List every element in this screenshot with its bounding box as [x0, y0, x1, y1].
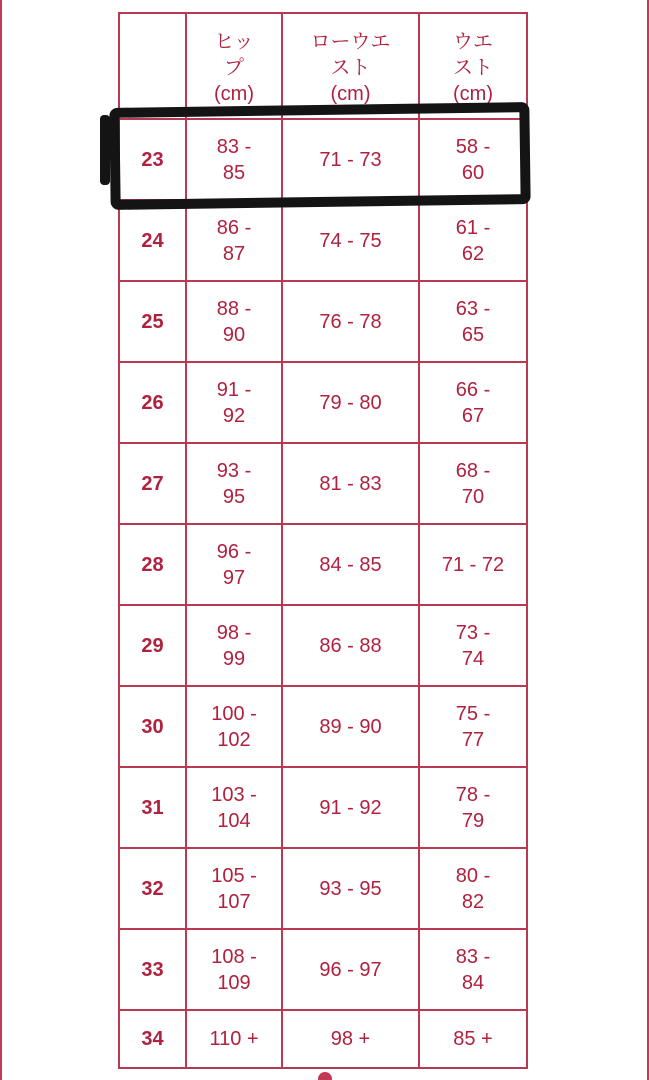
page-frame-left: [0, 0, 2, 1080]
size-cell: 28: [119, 524, 186, 605]
table-row: [119, 362, 527, 443]
table-row: [119, 767, 527, 848]
hip-cell: [186, 767, 282, 848]
hip-cell-line: 107: [217, 890, 251, 913]
table-row: [119, 605, 527, 686]
hip-cell: [186, 362, 282, 443]
hip-cell: [186, 524, 282, 605]
hip-cell-line: 105 -: [211, 864, 257, 887]
low-waist-cell-line: 71 - 73: [319, 148, 382, 171]
header-low-waist-line: ローウエ: [310, 31, 391, 53]
waist-cell-line: 67: [461, 404, 485, 427]
header-hip-unit: (cm): [214, 83, 254, 105]
low-waist-cell: [282, 1010, 419, 1068]
size-cell: 34: [119, 1010, 186, 1068]
low-waist-cell: [282, 686, 419, 767]
hip-cell-line: 97: [222, 566, 246, 589]
waist-cell: [419, 848, 527, 929]
low-waist-cell-line: 81 - 83: [319, 472, 382, 495]
hip-cell-line: 86 -: [216, 216, 252, 239]
table-row: [119, 848, 527, 929]
low-waist-cell: [282, 443, 419, 524]
hip-cell-line: 96 -: [216, 540, 252, 563]
hip-cell-line: 85: [222, 161, 246, 184]
waist-cell-line: 63 -: [455, 297, 491, 320]
table-row: [119, 200, 527, 281]
low-waist-cell-line: 84 - 85: [319, 553, 382, 576]
hip-cell-line: 95: [222, 485, 246, 508]
waist-cell: [419, 686, 527, 767]
low-waist-cell-line: 98 +: [330, 1028, 371, 1050]
hip-cell-line: 92: [222, 404, 246, 427]
hip-cell-line: 88 -: [216, 297, 252, 320]
waist-cell-line: 77: [461, 728, 485, 751]
low-waist-cell: [282, 605, 419, 686]
low-waist-cell-line: 89 - 90: [319, 715, 382, 738]
header-waist-line: ウエ: [453, 31, 493, 53]
waist-cell-line: 68 -: [455, 459, 491, 482]
low-waist-cell: [282, 200, 419, 281]
hip-cell-line: 83 -: [216, 135, 252, 158]
waist-cell-line: 65: [461, 323, 485, 346]
size-cell: 29: [119, 605, 186, 686]
waist-cell-line: 85 +: [453, 1028, 493, 1050]
low-waist-cell-line: 93 - 95: [319, 877, 382, 900]
size-cell: 23: [119, 119, 186, 200]
waist-cell: [419, 605, 527, 686]
waist-cell-line: 71 - 72: [441, 553, 505, 576]
hip-cell-line: 102: [217, 728, 251, 751]
table-row: [119, 281, 527, 362]
size-cell: 24: [119, 200, 186, 281]
size-cell: 33: [119, 929, 186, 1010]
header-hip-line: プ: [224, 57, 244, 79]
low-waist-cell: [282, 929, 419, 1010]
hip-cell-line: 91 -: [216, 378, 252, 401]
decorative-dot: [318, 1072, 332, 1080]
waist-cell-line: 78 -: [455, 783, 491, 806]
table-row: [119, 1010, 527, 1068]
low-waist-cell-line: 86 - 88: [319, 634, 382, 657]
hip-cell-line: 104: [217, 809, 251, 832]
highlight-marker-stroke: [100, 115, 110, 185]
low-waist-cell-line: 91 - 92: [319, 796, 382, 819]
low-waist-cell: [282, 281, 419, 362]
waist-cell: [419, 443, 527, 524]
waist-cell-line: 75 -: [455, 702, 491, 725]
table-row: [119, 929, 527, 1010]
low-waist-cell: [282, 848, 419, 929]
waist-cell: [419, 200, 527, 281]
waist-cell: [419, 524, 527, 605]
waist-cell-line: 79: [461, 809, 485, 832]
highlight-box-size-23: [109, 102, 530, 210]
hip-cell-line: 100 -: [211, 702, 257, 725]
table-row: [119, 524, 527, 605]
hip-cell-line: 98 -: [216, 621, 252, 644]
waist-cell-line: 61 -: [455, 216, 491, 239]
hip-cell: [186, 200, 282, 281]
header-low-waist-unit: (cm): [330, 83, 371, 105]
low-waist-cell-line: 79 - 80: [319, 391, 382, 414]
waist-cell: [419, 767, 527, 848]
table-row: [119, 686, 527, 767]
size-cell: 32: [119, 848, 186, 929]
hip-cell-line: 87: [222, 242, 246, 265]
waist-cell: [419, 362, 527, 443]
hip-cell: [186, 848, 282, 929]
low-waist-cell-line: 74 - 75: [319, 229, 382, 252]
size-cell: 30: [119, 686, 186, 767]
waist-cell-line: 70: [461, 485, 485, 508]
table-body: [119, 119, 527, 1068]
hip-cell: [186, 929, 282, 1010]
waist-cell-line: 60: [461, 161, 485, 184]
waist-cell-line: 84: [461, 971, 485, 994]
low-waist-cell-line: 76 - 78: [319, 310, 382, 333]
header-waist-line: スト: [453, 57, 493, 79]
hip-cell: [186, 443, 282, 524]
hip-cell: [186, 1010, 282, 1068]
waist-cell-line: 82: [461, 890, 485, 913]
hip-cell: [186, 605, 282, 686]
hip-cell-line: 99: [222, 647, 246, 670]
hip-cell-line: 109: [217, 971, 251, 994]
size-cell: 25: [119, 281, 186, 362]
waist-cell: [419, 929, 527, 1010]
hip-cell-line: 110 +: [209, 1028, 259, 1050]
low-waist-cell: [282, 362, 419, 443]
low-waist-cell-line: 96 - 97: [319, 958, 382, 981]
low-waist-cell: [282, 767, 419, 848]
header-hip-line: ヒッ: [214, 31, 254, 53]
low-waist-cell: [282, 524, 419, 605]
size-cell: 26: [119, 362, 186, 443]
hip-cell: [186, 281, 282, 362]
size-cell: 31: [119, 767, 186, 848]
hip-cell-line: 108 -: [211, 945, 257, 968]
waist-cell-line: 74: [461, 647, 485, 670]
waist-cell-line: 62: [461, 242, 485, 265]
hip-cell: [186, 686, 282, 767]
waist-cell: [419, 281, 527, 362]
waist-cell-line: 66 -: [455, 378, 491, 401]
waist-cell: [419, 1010, 527, 1068]
header-size: [119, 13, 186, 119]
waist-cell-line: 80 -: [455, 864, 491, 887]
header-waist-unit: (cm): [453, 83, 493, 105]
waist-cell-line: 83 -: [455, 945, 491, 968]
hip-cell-line: 90: [222, 323, 246, 346]
waist-cell-line: 73 -: [455, 621, 491, 644]
hip-cell-line: 93 -: [216, 459, 252, 482]
waist-cell-line: 58 -: [455, 135, 491, 158]
header-low-waist-line: スト: [330, 57, 371, 79]
table-row: [119, 443, 527, 524]
size-cell: 27: [119, 443, 186, 524]
header-hip: [186, 13, 282, 119]
hip-cell-line: 103 -: [211, 783, 257, 806]
